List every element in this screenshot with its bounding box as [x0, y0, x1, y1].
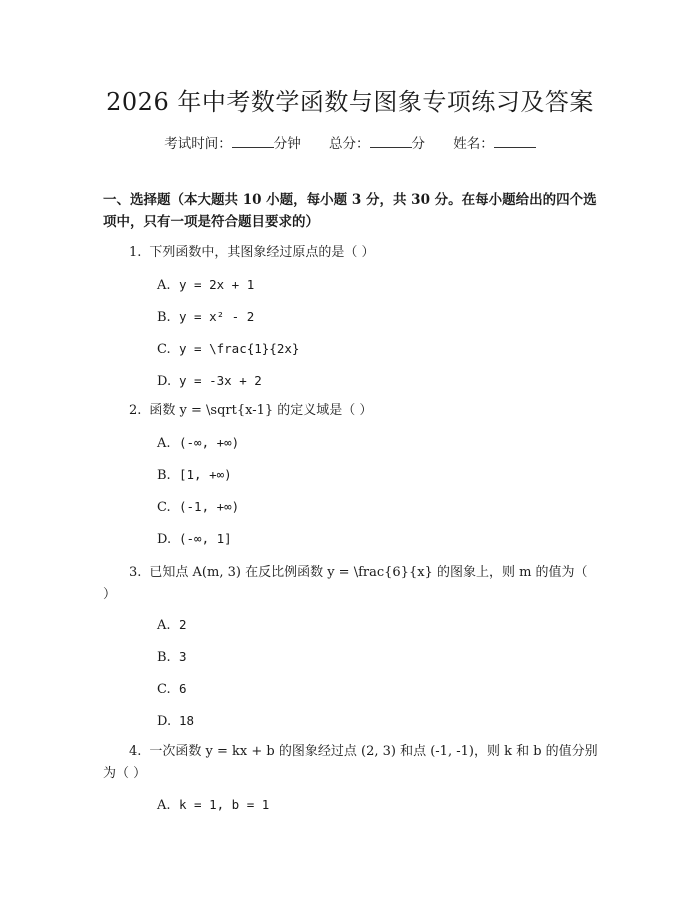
option-text: (-1, +∞): [179, 499, 240, 514]
option-text: y = \frac{1}{2x}: [179, 341, 300, 356]
option-text: k = 1, b = 1: [179, 797, 270, 812]
option-1a: [157, 276, 254, 295]
question-2: [103, 400, 598, 422]
option-4a: [157, 796, 269, 815]
option-letter: C.: [157, 682, 171, 697]
exam-meta: [0, 132, 700, 152]
question-number: 1.: [129, 245, 142, 260]
question-number: 2.: [129, 403, 142, 418]
option-3c: [157, 680, 187, 699]
option-2b: [157, 466, 232, 485]
option-text: [1, +∞): [179, 467, 232, 482]
option-letter: D.: [157, 714, 172, 729]
question-3: [103, 562, 598, 606]
option-letter: A.: [157, 618, 171, 633]
option-letter: A.: [157, 436, 171, 451]
option-letter: B.: [157, 310, 171, 325]
question-text: 一次函数 y = kx + b 的图象经过点 (2, 3) 和点 (-1, -1)，则 k 和 b 的值分别为（ ）: [103, 744, 598, 781]
option-text: 2: [179, 617, 187, 632]
time-blank: [232, 137, 274, 148]
option-2a: [157, 434, 239, 453]
option-letter: D.: [157, 374, 172, 389]
exam-time: [164, 132, 301, 152]
option-1b: [157, 308, 254, 327]
page-title: 2026 年中考数学函数与图象专项练习及答案: [106, 88, 594, 116]
name-label: 姓名：: [453, 136, 494, 152]
option-text: (-∞, +∞): [179, 435, 240, 450]
score-unit: 分: [411, 136, 425, 152]
option-text: y = 2x + 1: [179, 277, 255, 292]
score-label: 总分：: [329, 136, 370, 152]
option-text: (-∞, 1]: [179, 531, 232, 546]
question-number: 3.: [129, 565, 142, 580]
name-blank: [494, 137, 536, 148]
option-3a: [157, 616, 187, 635]
option-1d: [157, 372, 262, 391]
option-letter: A.: [157, 278, 171, 293]
question-number: 4.: [129, 744, 142, 759]
option-letter: A.: [157, 798, 171, 813]
option-text: 18: [179, 713, 195, 728]
option-text: y = x² - 2: [179, 309, 255, 324]
option-text: 6: [179, 681, 187, 696]
option-3d: [157, 712, 194, 731]
score-blank: [370, 137, 412, 148]
option-1c: [157, 340, 299, 359]
option-letter: B.: [157, 650, 171, 665]
section-heading: 一、选择题（本大题共 10 小题，每小题 3 分，共 30 分。在每小题给出的四个选项中，只有一项是符合题目要求的）: [103, 192, 597, 230]
option-2d: [157, 530, 232, 549]
question-1: [103, 242, 598, 264]
exam-name: [453, 132, 536, 152]
option-text: 3: [179, 649, 187, 664]
option-2c: [157, 498, 239, 517]
question-text: 已知点 A(m, 3) 在反比例函数 y = \frac{6}{x} 的图象上，则 m 的值为（ ）: [103, 565, 588, 602]
question-text: 函数 y = \sqrt{x-1} 的定义域是（ ）: [149, 403, 373, 418]
option-letter: C.: [157, 500, 171, 515]
question-4: [103, 741, 598, 785]
option-letter: D.: [157, 532, 172, 547]
question-text: 下列函数中，其图象经过原点的是（ ）: [149, 245, 375, 260]
option-3b: [157, 648, 187, 667]
time-unit: 分钟: [273, 136, 301, 152]
option-letter: B.: [157, 468, 171, 483]
option-letter: C.: [157, 342, 171, 357]
option-text: y = -3x + 2: [179, 373, 262, 388]
time-label: 考试时间：: [164, 136, 232, 152]
exam-score: [329, 132, 425, 152]
